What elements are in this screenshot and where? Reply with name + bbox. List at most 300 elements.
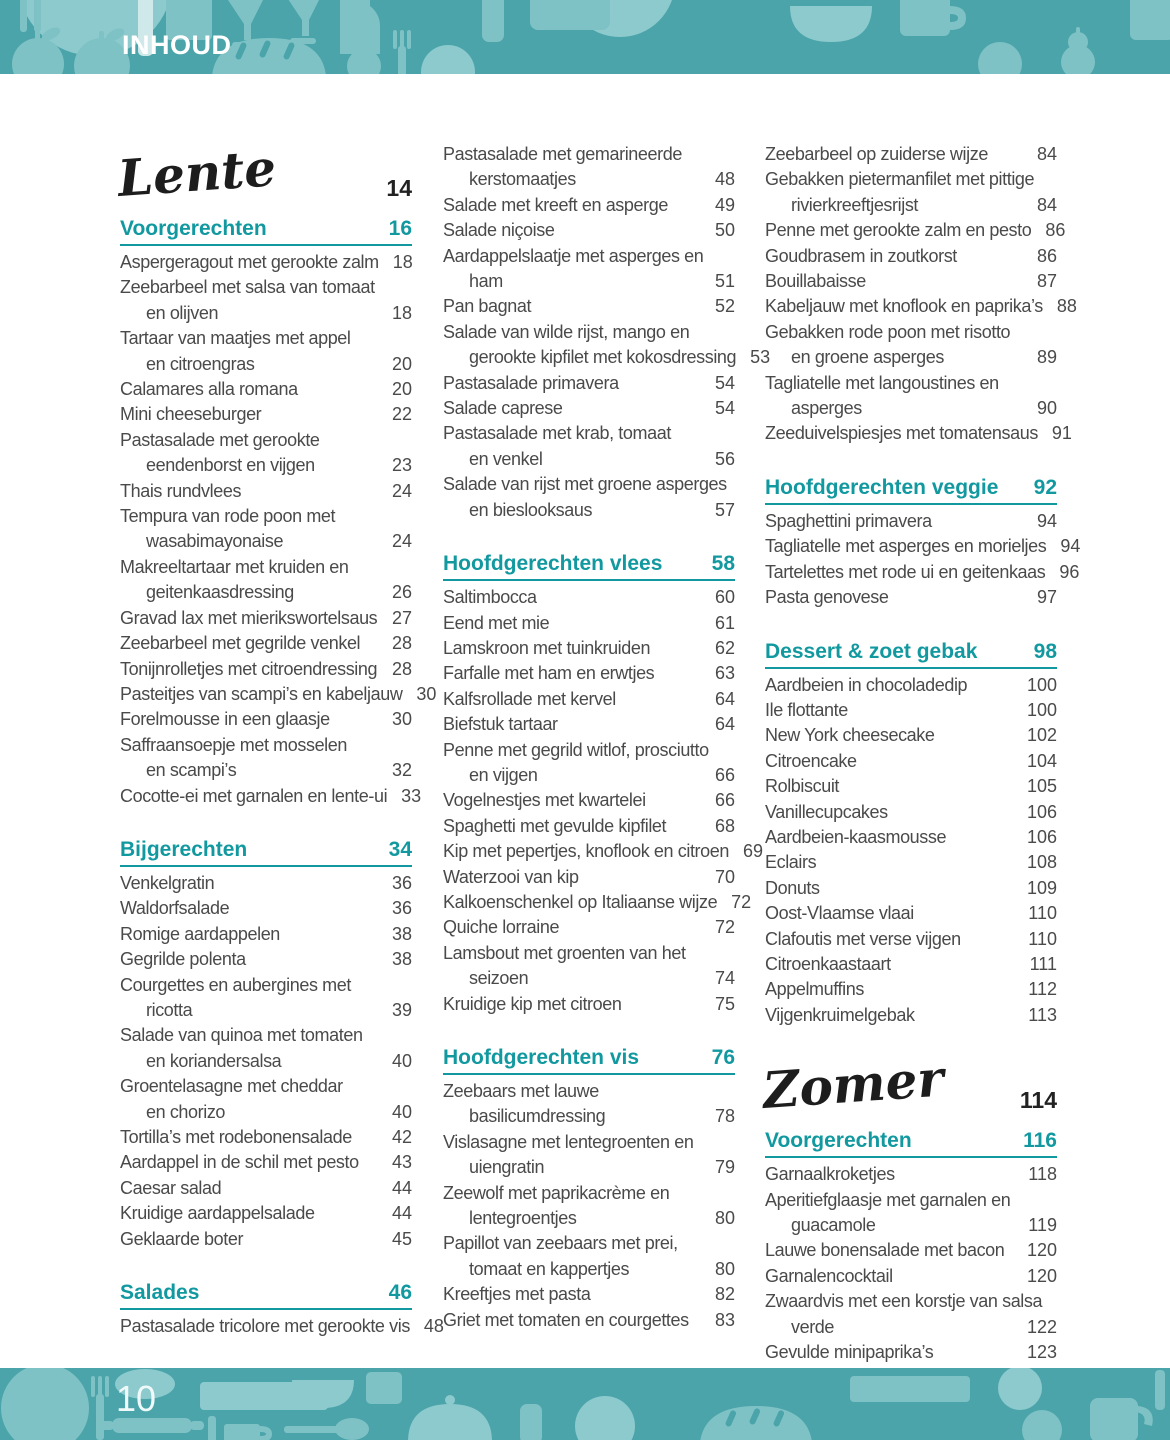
recipe-title: Rolbiscuit	[765, 776, 840, 797]
recipe-title: Waldorfsalade	[120, 898, 230, 919]
toc-entry	[443, 472, 735, 523]
toc-entry	[443, 421, 735, 472]
toc-entry	[765, 1003, 1057, 1028]
recipe-title: Romige aardappelen	[120, 923, 280, 944]
footer-band	[0, 1368, 1170, 1440]
toc-entry	[765, 800, 1057, 825]
toc-entry	[765, 1162, 1057, 1187]
toc-entry-line	[120, 479, 412, 504]
page-title: INHOUD	[122, 30, 232, 60]
toc-entry-line	[443, 1257, 735, 1282]
toc-entry-line	[120, 606, 412, 631]
toc-entry-line	[120, 529, 412, 554]
toc-entry-line	[120, 707, 412, 732]
recipe-page-number: 89	[1036, 347, 1057, 368]
recipe-page-number: 110	[1028, 928, 1057, 949]
toc-entry-line	[765, 534, 1081, 559]
toc-entry-line	[443, 1104, 735, 1129]
toc-entry-line	[120, 352, 412, 377]
toc-entry	[443, 865, 735, 890]
recipe-title: Goudbrasem in zoutkorst	[765, 245, 957, 266]
recipe-page-number: 105	[1026, 776, 1057, 797]
recipe-title: Zwaardvis met een korstje van salsa	[765, 1291, 1043, 1312]
toc-entry-line	[765, 560, 1080, 585]
toc-entry-line	[443, 636, 735, 661]
recipe-title: Farfalle met ham en erwtjes	[443, 663, 655, 684]
toc-entry-line	[443, 839, 763, 864]
recipe-title: Pan bagnat	[443, 296, 532, 317]
recipe-title: Calamares alla romana	[120, 379, 298, 400]
recipe-title: wasabimayonaise	[146, 531, 284, 552]
toc-entry-line	[765, 977, 1057, 1002]
recipe-page-number: 96	[1059, 561, 1080, 582]
toc-entry	[765, 876, 1057, 901]
recipe-page-number: 94	[1060, 536, 1081, 557]
section-title: Salades	[120, 1281, 200, 1305]
toc-entry	[120, 1176, 412, 1201]
toc-entry-line	[120, 871, 412, 896]
recipe-page-number: 106	[1026, 826, 1057, 847]
recipe-title: Vislasagne met lentegroenten en	[443, 1131, 694, 1152]
knife-icon	[20, 0, 27, 32]
toc-entry-line	[765, 876, 1057, 901]
recipe-page-number: 113	[1028, 1004, 1057, 1025]
recipe-title: Pastasalade met gemarineerde	[443, 144, 682, 164]
toc-entry-line	[443, 498, 735, 523]
toc-entry-line	[443, 814, 735, 839]
recipe-title: Eclairs	[765, 852, 817, 873]
toc-entry-line	[120, 555, 412, 580]
recipe-page-number: 80	[714, 1208, 735, 1229]
recipe-page-number: 20	[391, 353, 412, 374]
recipe-page-number: 40	[391, 1050, 412, 1071]
recipe-title: Appelmuffins	[765, 979, 864, 1000]
toc-entry-line	[120, 733, 412, 758]
recipe-title: en vijgen	[469, 764, 538, 785]
tomato-icon	[978, 42, 1022, 74]
toc-entry	[120, 555, 412, 606]
recipe-title: Zeewolf met paprikacrème en	[443, 1182, 670, 1203]
toc-entry-line	[443, 687, 735, 712]
recipe-page-number: 49	[714, 194, 735, 215]
recipe-title: en citroengras	[146, 353, 255, 374]
toc-entry	[120, 1023, 412, 1074]
toc-entry-line	[120, 682, 437, 707]
toc-entry	[120, 871, 412, 896]
recipe-page-number: 118	[1028, 1164, 1057, 1185]
toc-entry-line	[120, 504, 412, 529]
recipe-page-number: 120	[1026, 1240, 1057, 1261]
section-page-number: 16	[388, 217, 412, 240]
toc-entry-line	[443, 1282, 735, 1307]
recipe-title: Salade niçoise	[443, 220, 555, 241]
toc-entry-line	[443, 865, 735, 890]
toc-entry	[120, 402, 412, 427]
chapter-page-number: 114	[1019, 1087, 1057, 1114]
recipe-title: Gevulde minipaprika’s	[765, 1342, 934, 1363]
toc-entry	[765, 723, 1057, 748]
recipe-title: Gegrilde polenta	[120, 949, 246, 970]
recipe-page-number: 69	[742, 841, 763, 862]
toc-entry	[120, 275, 412, 326]
toc-entry	[443, 636, 735, 661]
recipe-page-number: 60	[714, 587, 735, 608]
toc-entry-line	[443, 421, 735, 446]
toc-entry-line	[443, 738, 735, 763]
toc-entry-line	[120, 250, 412, 275]
toc-entry	[765, 850, 1057, 875]
toc-entry	[443, 738, 735, 789]
recipe-title: en venkel	[469, 448, 543, 469]
recipe-title: verde	[791, 1316, 835, 1337]
recipe-page-number: 82	[714, 1284, 735, 1305]
recipe-title: Pastasalade tricolore met gerookte vis	[120, 1316, 410, 1337]
recipe-title: tomaat en kappertjes	[469, 1258, 630, 1279]
toc-entry-line	[765, 1003, 1057, 1028]
recipe-title: Tortilla’s met rodebonensalade	[120, 1127, 352, 1147]
recipe-page-number: 44	[391, 1177, 412, 1198]
recipe-page-number: 30	[416, 683, 437, 704]
recipe-title: rivierkreeftjesrijst	[791, 194, 919, 215]
toc-entry-line	[443, 915, 735, 940]
recipe-page-number: 83	[714, 1309, 735, 1330]
pear-icon	[1061, 27, 1095, 74]
toc-entry-line	[443, 1308, 735, 1333]
recipe-page-number: 26	[391, 582, 412, 603]
toc-entry	[765, 167, 1057, 218]
toc-entry	[443, 218, 735, 243]
recipe-title: seizoen	[469, 968, 529, 989]
recipe-title: Papillot van zeebaars met prei,	[443, 1233, 678, 1254]
recipe-title: Ile flottante	[765, 699, 848, 720]
pitcher-icon	[1090, 1398, 1153, 1440]
recipe-page-number: 80	[714, 1258, 735, 1279]
toc-entry-line	[120, 428, 412, 453]
toc-entry	[120, 1150, 412, 1175]
toc-entry	[765, 320, 1057, 371]
cloche-icon	[408, 1395, 492, 1440]
toc-entry-line	[765, 1213, 1057, 1238]
toc-entry	[765, 244, 1057, 269]
recipe-title: Kreeftjes met pasta	[443, 1284, 591, 1305]
toc-entry	[765, 585, 1057, 610]
toc-entry-line	[120, 275, 412, 300]
recipe-title: Kalkoenschenkel op Italiaanse wijze	[443, 891, 718, 912]
fork-icon	[393, 30, 411, 74]
toc-entry	[765, 218, 1066, 243]
recipe-title: Kruidige aardappelsalade	[120, 1203, 315, 1224]
fork-icon	[91, 1376, 109, 1440]
recipe-title: gerookte kipfilet met kokosdressing	[469, 347, 737, 368]
toc-entry-line	[120, 1125, 412, 1150]
recipe-page-number: 24	[391, 531, 412, 552]
toc-entry	[120, 250, 412, 275]
toc-entry	[765, 1188, 1057, 1239]
toc-entry-line	[765, 294, 1077, 319]
recipe-title: Tagliatelle met asperges en morieljes	[765, 536, 1047, 557]
section-title: Hoofdgerechten veggie	[765, 475, 999, 499]
toc-entry-line	[765, 673, 1057, 698]
recipe-title: Aardbeien in chocoladedip	[765, 674, 968, 695]
toc-entry-line	[120, 1049, 412, 1074]
toc-entry-line	[765, 927, 1057, 952]
toc-entry-line	[765, 218, 1066, 243]
toc-entry-line	[120, 947, 412, 972]
recipe-title: Zeebarbeel met salsa van tomaat	[120, 277, 375, 298]
recipe-page-number: 54	[714, 372, 735, 393]
plate-icon	[1, 1368, 89, 1440]
recipe-title: Mini cheeseburger	[120, 404, 262, 425]
recipe-title: Groentelasagne met cheddar	[120, 1076, 343, 1097]
jar-icon	[366, 1372, 402, 1404]
toc-entry	[765, 749, 1057, 774]
section-title: Hoofdgerechten vis	[443, 1046, 640, 1069]
knife-icon	[208, 1416, 216, 1440]
food-pattern	[0, 1368, 1170, 1440]
recipe-page-number: 90	[1036, 398, 1057, 419]
recipe-title: Kruidige kip met citroen	[443, 993, 622, 1014]
toc-entry-line	[765, 774, 1057, 799]
toc-entry	[765, 825, 1057, 850]
recipe-title: Venkelgratin	[120, 872, 215, 893]
toc-entry-line	[443, 472, 735, 497]
recipe-title: Eend met mie	[443, 612, 550, 633]
toc-entry	[120, 657, 412, 682]
section-page-number: 76	[711, 1046, 735, 1069]
section-page-number: 116	[1023, 1129, 1057, 1153]
recipe-page-number: 75	[714, 993, 735, 1014]
recipe-title: en scampi’s	[146, 760, 237, 781]
section-heading	[120, 216, 412, 246]
toc-entry-line	[443, 1130, 735, 1155]
toc-entry-line	[765, 320, 1057, 345]
section-heading	[765, 1128, 1057, 1158]
recipe-page-number: 28	[391, 633, 412, 654]
toc-entry-line	[765, 585, 1057, 610]
toc-entry-line	[120, 453, 412, 478]
toc-entry-line	[765, 396, 1057, 421]
toc-entry	[765, 421, 1072, 446]
toc-entry	[120, 1314, 444, 1339]
toc-entry-line	[120, 631, 412, 656]
recipe-page-number: 39	[391, 999, 412, 1020]
toc-entry	[443, 611, 735, 636]
toc-column-2	[443, 142, 771, 1333]
recipe-page-number: 68	[714, 815, 735, 836]
recipe-title: Gebakken pietermanfilet met pittige	[765, 169, 1035, 190]
toc-entry-line	[120, 377, 412, 402]
header-band	[0, 0, 1170, 74]
toc-entry	[765, 269, 1057, 294]
recipe-page-number: 74	[714, 968, 735, 989]
recipe-title: en koriandersalsa	[146, 1050, 282, 1071]
recipe-title: Kalfsrollade met kervel	[443, 688, 616, 709]
recipe-page-number: 38	[391, 949, 412, 970]
recipe-title: Vanillecupcakes	[765, 801, 888, 822]
recipe-title: Griet met tomaten en courgettes	[443, 1309, 689, 1330]
rolling-pin-icon	[100, 1418, 204, 1433]
recipe-page-number: 122	[1026, 1316, 1057, 1337]
recipe-page-number: 42	[391, 1127, 412, 1147]
recipe-page-number: 72	[714, 917, 735, 938]
bowl-icon	[790, 6, 872, 42]
recipe-title: Garnaalkroketjes	[765, 1164, 895, 1185]
toc-entry-line	[120, 784, 422, 809]
recipe-page-number: 48	[423, 1316, 444, 1337]
recipe-title: Waterzooi van kip	[443, 866, 579, 887]
recipe-title: Pasta genovese	[765, 587, 889, 608]
toc-entry	[443, 687, 735, 712]
toc-entry-line	[443, 712, 735, 737]
recipe-title: Tempura van rode poon met	[120, 506, 336, 527]
toc-entry-line	[765, 723, 1057, 748]
recipe-page-number: 18	[391, 302, 412, 323]
toc-entry-line	[765, 1188, 1057, 1213]
bread-icon	[700, 1406, 812, 1440]
toc-entry-line	[443, 371, 735, 396]
toc-entry-line	[443, 1231, 735, 1256]
toc-entry	[443, 294, 735, 319]
wine-glass-icon	[282, 0, 324, 44]
chapter-page-number: 14	[386, 175, 412, 201]
cup-icon	[900, 0, 966, 36]
toc-entry-line	[120, 1074, 412, 1099]
recipe-page-number: 23	[391, 455, 412, 476]
recipe-page-number: 87	[1036, 271, 1057, 292]
toc-entry	[120, 504, 412, 555]
cutting-board-icon	[530, 0, 610, 30]
recipe-title: eendenborst en vijgen	[146, 455, 315, 476]
toc-entry	[443, 1130, 735, 1181]
fork-icon	[34, 0, 41, 32]
recipe-page-number: 123	[1026, 1342, 1057, 1363]
toc-entry	[120, 326, 412, 377]
toc-entry	[765, 560, 1080, 585]
recipe-title: Salade van quinoa met tomaten	[120, 1025, 363, 1046]
toc-entry-line	[443, 788, 735, 813]
toc-entry-line	[443, 345, 771, 370]
recipe-page-number: 72	[731, 891, 752, 912]
toc-entry-line	[443, 396, 735, 421]
recipe-title: Courgettes en aubergines met	[120, 974, 351, 995]
recipe-title: Pastasalade met krab, tomaat	[443, 423, 671, 444]
recipe-page-number: 30	[391, 709, 412, 730]
recipe-title: en chorizo	[146, 1101, 226, 1122]
toc-entry	[120, 922, 412, 947]
toc-entry	[765, 774, 1057, 799]
recipe-title: Tagliatelle met langoustines en	[765, 372, 999, 393]
recipe-title: en bieslooksaus	[469, 499, 593, 520]
bottle-icon	[520, 1404, 542, 1440]
toc-entry-line	[765, 269, 1057, 294]
recipe-page-number: 91	[1051, 423, 1072, 444]
toc-entry-line	[120, 1150, 412, 1175]
toc-entry	[443, 371, 735, 396]
recipe-title: Makreeltartaar met kruiden en	[120, 556, 349, 577]
toc-entry	[120, 947, 412, 972]
toc-entry	[120, 1201, 412, 1226]
recipe-page-number: 24	[391, 480, 412, 501]
toc-entry	[765, 534, 1081, 559]
toc-entry	[443, 814, 735, 839]
recipe-page-number: 100	[1026, 699, 1057, 720]
recipe-page-number: 94	[1036, 510, 1057, 531]
section-page-number: 98	[1033, 639, 1057, 663]
toc-entry-line	[120, 758, 412, 783]
recipe-title: basilicumdressing	[469, 1106, 606, 1127]
recipe-page-number: 110	[1028, 903, 1057, 924]
recipe-title: Clafoutis met verse vijgen	[765, 928, 961, 949]
recipe-page-number: 54	[714, 398, 735, 419]
toc-entry-line	[765, 1315, 1057, 1340]
toc-entry	[443, 915, 735, 940]
spatula-icon	[1155, 1370, 1165, 1410]
toc-entry-line	[443, 966, 735, 991]
recipe-page-number: 43	[391, 1152, 412, 1173]
toc-entry-line	[120, 1176, 412, 1201]
recipe-title: Bouillabaisse	[765, 271, 866, 292]
toc-entry	[443, 1308, 735, 1333]
recipe-page-number: 79	[714, 1157, 735, 1178]
toc-entry-line	[765, 345, 1057, 370]
apple-icon	[12, 25, 64, 74]
section-page-number: 46	[388, 1281, 412, 1305]
toc-entry	[120, 682, 437, 707]
toc-entry-line	[120, 973, 412, 998]
toc-entry	[765, 901, 1057, 926]
toc-entry-line	[120, 1201, 412, 1226]
toc-entry	[443, 1282, 735, 1307]
toc-entry-line	[120, 1314, 444, 1339]
toc-entry-line	[443, 294, 735, 319]
recipe-title: Pasteitjes van scampi’s en kabeljauw	[120, 683, 403, 704]
jar-icon	[1130, 0, 1170, 40]
toc-entry-line	[120, 657, 412, 682]
toc-entry-line	[443, 1206, 735, 1231]
toc-entry	[443, 712, 735, 737]
recipe-title: geitenkaasdressing	[146, 582, 294, 603]
toc-entry-line	[765, 142, 1057, 167]
recipe-page-number: 84	[1036, 144, 1057, 164]
recipe-page-number: 63	[714, 663, 735, 684]
recipe-title: Zeebaars met lauwe	[443, 1081, 599, 1101]
recipe-title: Lauwe bonensalade met bacon	[765, 1240, 1005, 1261]
recipe-title: Gravad lax met mierikswortelsaus	[120, 607, 378, 628]
recipe-title: Salade met kreeft en asperge	[443, 194, 668, 215]
recipe-title: Thais rundvlees	[120, 480, 242, 501]
recipe-page-number: 57	[714, 499, 735, 520]
recipe-page-number: 40	[391, 1101, 412, 1122]
toc-entry-line	[765, 952, 1057, 977]
toc-entry-line	[765, 1238, 1057, 1263]
recipe-page-number: 18	[392, 252, 413, 272]
recipe-page-number: 108	[1026, 852, 1057, 873]
toc-entry-line	[443, 269, 735, 294]
toc-entry-line	[120, 1023, 412, 1048]
recipe-title: guacamole	[791, 1215, 876, 1235]
toc-entry	[443, 661, 735, 686]
recipe-page-number: 109	[1026, 877, 1057, 898]
toc-entry-line	[120, 922, 412, 947]
recipe-page-number: 62	[714, 637, 735, 658]
toc-entry-line	[765, 421, 1072, 446]
recipe-title: kerstomaatjes	[469, 169, 576, 190]
recipe-title: Tartelettes met rode ui en geitenkaas	[765, 561, 1046, 582]
recipe-page-number: 88	[1056, 296, 1077, 317]
recipe-title: Tonijnrolletjes met citroendressing	[120, 658, 378, 679]
recipe-title: Biefstuk tartaar	[443, 714, 558, 735]
toc-entry-line	[765, 901, 1057, 926]
